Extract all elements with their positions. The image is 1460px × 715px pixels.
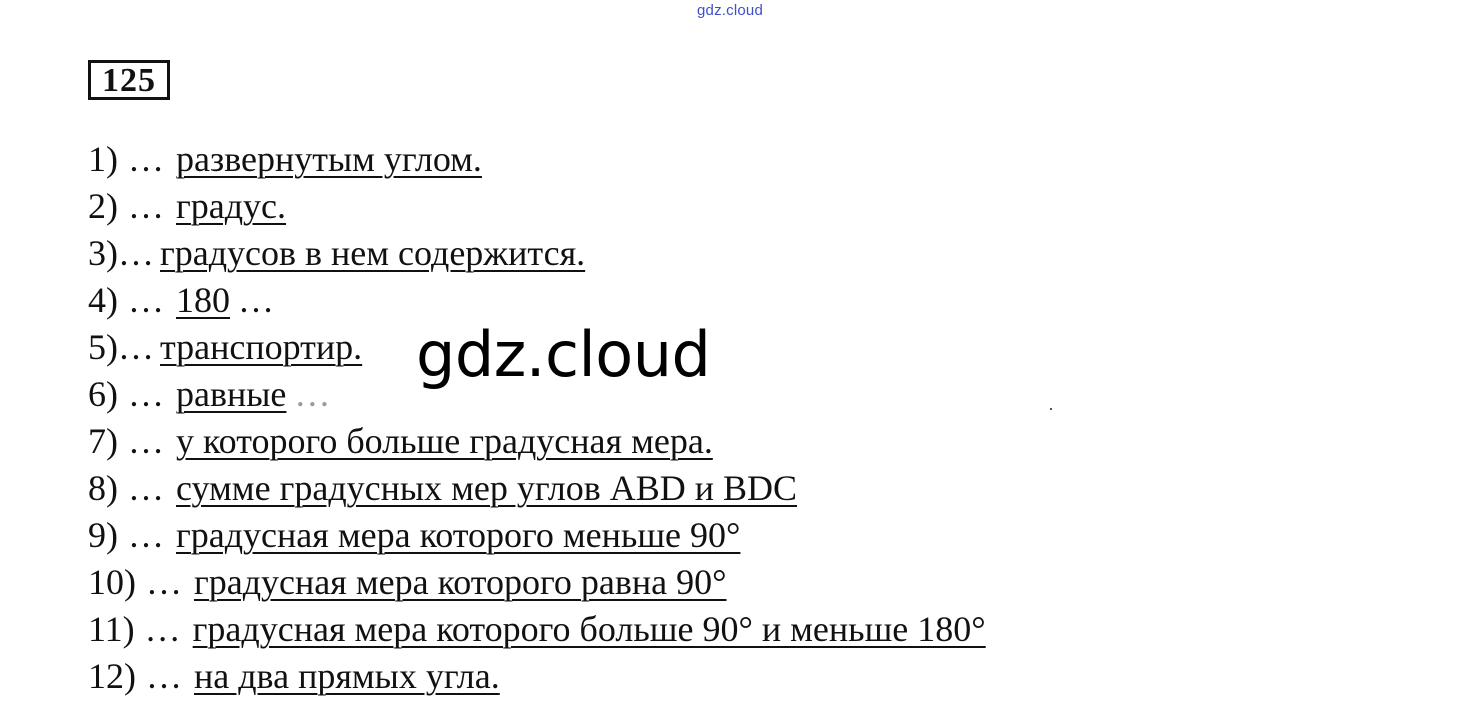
answer-text: градус. xyxy=(176,186,287,226)
answer-number: 7) xyxy=(88,421,118,461)
answer-number: 3)… xyxy=(88,233,154,273)
answer-tail-ellipsis: … xyxy=(294,374,331,414)
answer-number: 5)… xyxy=(88,327,154,367)
answer-ellipsis: … xyxy=(128,468,164,508)
answer-row-3 xyxy=(88,230,986,277)
answer-ellipsis: … xyxy=(128,374,164,414)
answer-number: 2) xyxy=(88,186,118,226)
answer-ellipsis: … xyxy=(146,656,182,696)
answer-text: транспортир. xyxy=(160,327,363,367)
answer-row-10 xyxy=(88,559,986,606)
answer-row-11 xyxy=(88,606,986,653)
answer-number: 10) xyxy=(88,562,136,602)
answer-text: на два прямых угла. xyxy=(194,656,500,696)
answer-number: 11) xyxy=(88,609,135,649)
answer-ellipsis: … xyxy=(128,280,164,320)
answer-text: градусов в нем содержится. xyxy=(160,233,586,273)
answer-number: 8) xyxy=(88,468,118,508)
answer-row-12 xyxy=(88,653,986,700)
answer-number: 12) xyxy=(88,656,136,696)
answer-ellipsis: … xyxy=(146,562,182,602)
site-mark-header: gdz.cloud xyxy=(696,2,763,19)
answer-text: равные xyxy=(176,374,287,414)
answer-row-7 xyxy=(88,418,986,465)
answer-tail-ellipsis: … xyxy=(238,280,274,320)
answer-list xyxy=(88,136,986,700)
task-number-box: 125 xyxy=(88,60,170,100)
answer-text: 180 xyxy=(176,280,230,320)
answer-text: у которого больше градусная мера. xyxy=(176,421,713,461)
answer-ellipsis: … xyxy=(128,515,164,555)
scan-speck xyxy=(1050,408,1052,410)
answer-text: градусная мера которого равна 90° xyxy=(194,562,727,602)
answer-number: 1) xyxy=(88,139,118,179)
answer-text: сумме градусных мер углов ABD и BDC xyxy=(176,468,798,508)
answer-row-4 xyxy=(88,277,986,324)
answer-number: 4) xyxy=(88,280,118,320)
answer-text: градусная мера которого меньше 90° xyxy=(176,515,741,555)
answer-text: градусная мера которого больше 90° и меньше 180° xyxy=(192,609,986,649)
answer-ellipsis: … xyxy=(128,186,164,226)
answer-text: развернутым углом. xyxy=(176,139,482,179)
answer-ellipsis: … xyxy=(128,421,164,461)
answer-number: 9) xyxy=(88,515,118,555)
watermark-logo: gdz.cloud xyxy=(416,318,711,391)
answer-row-2 xyxy=(88,183,986,230)
answer-row-1 xyxy=(88,136,986,183)
answer-ellipsis: … xyxy=(128,139,164,179)
answer-ellipsis: … xyxy=(144,609,181,649)
answer-number: 6) xyxy=(88,374,118,414)
answer-row-8 xyxy=(88,465,986,512)
answer-row-9 xyxy=(88,512,986,559)
